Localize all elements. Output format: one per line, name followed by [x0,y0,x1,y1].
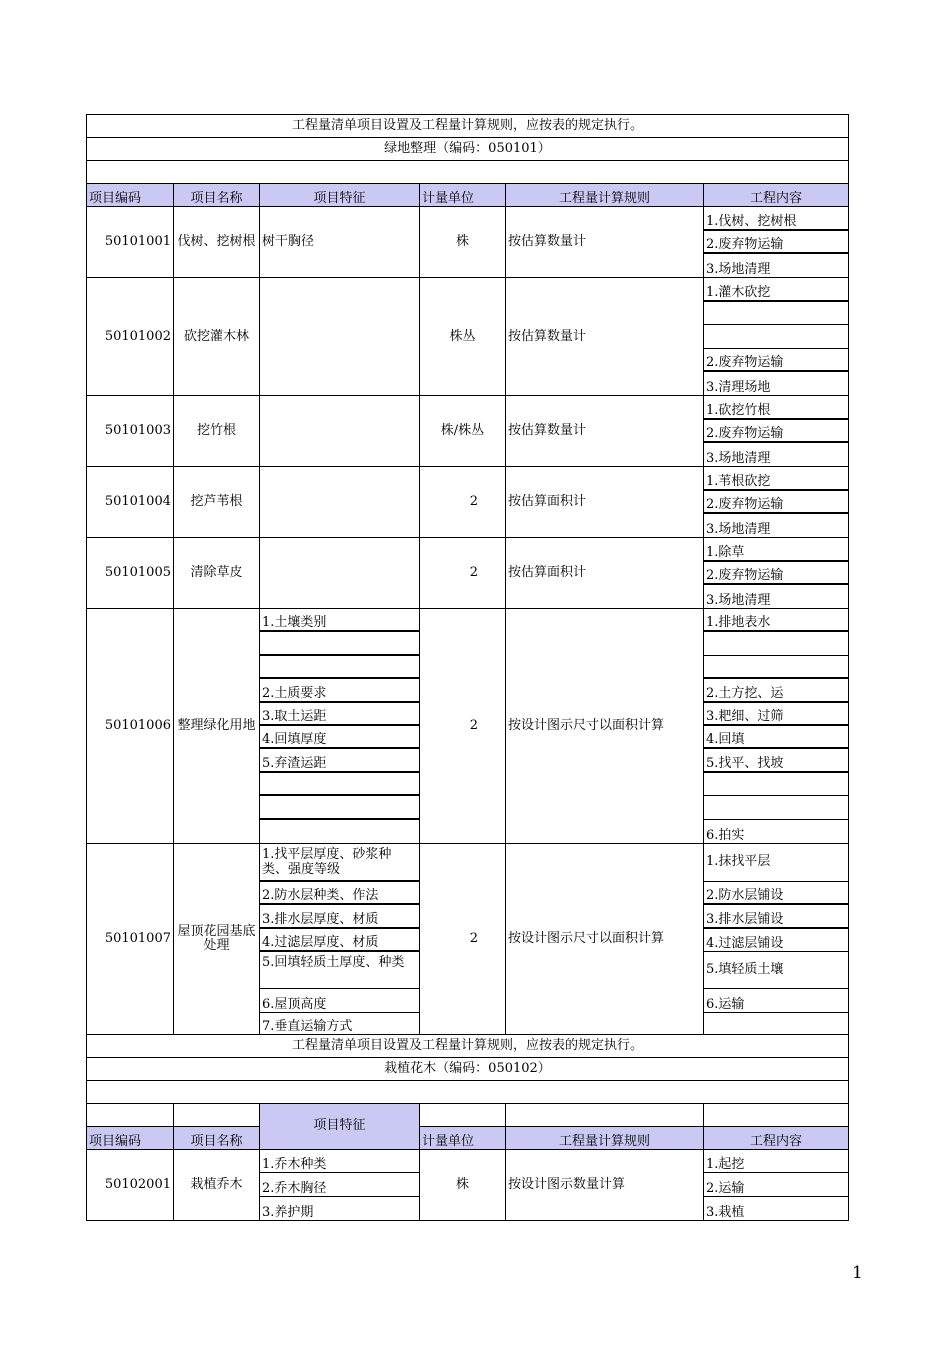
item-code: 50102001 [87,1149,174,1220]
header-code: 项目编码 [87,1126,174,1149]
quantity-table [86,114,849,1221]
content-line [704,632,848,655]
item-unit: 株 [420,207,506,278]
item-rule: 按估算数量计 [506,396,704,467]
item-unit: 株/株丛 [420,396,506,467]
item-content [704,843,849,1034]
section2-banner: 工程量清单项目设置及工程量计算规则，应按表的规定执行。 [87,1034,849,1057]
content-line [704,302,848,326]
feature-line [260,773,419,796]
feature-line: 1.土壤类别 [260,609,419,632]
table-row [87,396,849,467]
feature-line [260,796,419,819]
item-content [704,538,849,609]
table-row [87,538,849,609]
feature-line: 3.养护期 [262,1204,314,1220]
feature-line [260,820,419,843]
item-rule: 按设计图示尺寸以面积计算 [506,609,704,844]
feature-line: 3.取土运距 [260,703,419,726]
table-row [87,609,849,844]
item-code: 50101004 [87,467,174,538]
quantity-table-sheet [86,114,849,1221]
feature-line: 1.乔木种类 [260,1150,419,1174]
item-rule: 按设计图示数量计算 [506,1149,704,1220]
item-features [260,609,420,844]
header-code: 项目编码 [87,184,174,207]
header-feature: 项目特征 [260,1103,420,1149]
feature-line [260,656,419,679]
feature-line: 7.垂直运输方式 [262,1018,353,1034]
content-line: 2.废弃物运输 [704,231,848,255]
content-line: 3.场地清理 [706,451,771,466]
content-line: 2.土方挖、运 [704,679,848,702]
content-line: 4.回填 [704,726,848,749]
item-name: 清除草皮 [174,538,260,609]
content-line: 6.拍实 [706,827,745,843]
item-feature [260,396,420,467]
content-line: 3.场地清理 [706,593,771,608]
section1-title: 绿地整理（编码：050101） [87,138,849,161]
content-line: 5.找平、找坡 [704,749,848,772]
item-feature [260,278,420,396]
content-line: 2.废弃物运输 [704,349,848,373]
feature-line: 2.土质要求 [260,679,419,702]
header-blank [420,1103,506,1126]
item-features [260,843,420,1034]
item-name: 伐树、挖树根 [174,207,260,278]
item-rule: 按设计图示尺寸以面积计算 [506,843,704,1034]
item-name: 屋顶花园基底处理 [174,843,260,1034]
content-line: 2.废弃物运输 [704,420,848,444]
header-content: 工程内容 [704,184,849,207]
item-feature: 树干胸径 [260,207,420,278]
content-line: 1.砍挖竹根 [704,396,848,420]
content-line: 1.排地表水 [704,609,848,632]
item-name: 整理绿化用地 [174,609,260,844]
item-content [704,396,849,467]
feature-line: 5.回填轻质土厚度、种类 [260,952,419,989]
content-line: 4.过滤层铺设 [704,929,848,953]
table-row [87,467,849,538]
header-feature: 项目特征 [260,184,420,207]
content-line [704,325,848,349]
header-blank [174,1103,260,1126]
content-line [704,773,848,796]
header-rule: 工程量计算规则 [506,184,704,207]
section1-banner: 工程量清单项目设置及工程量计算规则，应按表的规定执行。 [87,115,849,138]
feature-line: 3.排水层厚度、材质 [260,905,419,929]
content-line: 1.抹找平层 [704,844,848,882]
feature-line [260,632,419,655]
feature-line: 6.屋顶高度 [260,989,419,1013]
item-feature [260,467,420,538]
header-content: 工程内容 [704,1126,849,1149]
item-unit: 2 [420,609,506,844]
content-line: 6.运输 [704,989,848,1013]
item-code: 50101003 [87,396,174,467]
content-line: 1.灌木砍挖 [704,278,848,302]
table-row [87,1149,849,1220]
item-content [704,609,849,844]
item-code: 50101001 [87,207,174,278]
content-line: 3.场地清理 [706,262,771,277]
content-line: 2.运输 [704,1173,848,1197]
content-line [704,796,848,819]
item-name: 栽植乔木 [174,1149,260,1220]
content-line: 1.起挖 [704,1150,848,1174]
item-content [704,467,849,538]
section2-title: 栽植花木（编码：050102） [87,1057,849,1080]
item-code: 50101005 [87,538,174,609]
feature-line: 4.回填厚度 [260,726,419,749]
spacer-row [87,161,849,184]
feature-line: 1.找平层厚度、砂浆种类、强度等级 [260,844,419,882]
content-line: 2.废弃物运输 [704,562,848,586]
item-feature [260,538,420,609]
content-line: 1.除草 [704,538,848,562]
header-name: 项目名称 [174,1126,260,1149]
feature-line: 5.弃渣运距 [260,749,419,772]
item-unit: 2 [420,843,506,1034]
item-rule: 按估算数量计 [506,207,704,278]
content-line: 3.排水层铺设 [704,905,848,929]
header-unit: 计量单位 [420,1126,506,1149]
item-content [704,207,849,278]
item-rule: 按估算面积计 [506,538,704,609]
content-line: 2.废弃物运输 [704,491,848,515]
header-name: 项目名称 [174,184,260,207]
feature-line: 2.防水层种类、作法 [260,882,419,906]
item-code: 50101002 [87,278,174,396]
content-line [704,1013,848,1034]
item-name: 挖芦苇根 [174,467,260,538]
item-content [704,1149,849,1220]
header-unit: 计量单位 [420,184,506,207]
content-line: 1.伐树、挖树根 [704,207,848,231]
content-line: 3.场地清理 [706,522,771,537]
table-row [87,278,849,396]
item-unit: 2 [420,538,506,609]
content-line: 3.耙细、过筛 [704,703,848,726]
item-unit: 株丛 [420,278,506,396]
spacer-row [87,1080,849,1103]
header-blank [506,1103,704,1126]
header-blank [87,1103,174,1126]
content-line: 2.防水层铺设 [704,882,848,906]
content-line: 3.栽植 [706,1204,745,1220]
item-unit: 株 [420,1149,506,1220]
content-line: 1.苇根砍挖 [704,467,848,491]
content-line: 5.填轻质土壤 [704,952,848,989]
item-code: 50101007 [87,843,174,1034]
feature-line: 2.乔木胸径 [260,1173,419,1197]
item-rule: 按估算数量计 [506,278,704,396]
header-blank [704,1103,849,1126]
item-rule: 按估算面积计 [506,467,704,538]
content-line: 3.清理场地 [706,380,771,395]
item-name: 挖竹根 [174,396,260,467]
item-content [704,278,849,396]
item-features [260,1149,420,1220]
feature-line: 4.过滤层厚度、材质 [260,929,419,953]
item-name: 砍挖灌木林 [174,278,260,396]
header-rule: 工程量计算规则 [506,1126,704,1149]
content-line [704,656,848,679]
item-unit: 2 [420,467,506,538]
table-row [87,207,849,278]
table-row [87,843,849,1034]
item-code: 50101006 [87,609,174,844]
page-number: 1 [852,1263,863,1283]
